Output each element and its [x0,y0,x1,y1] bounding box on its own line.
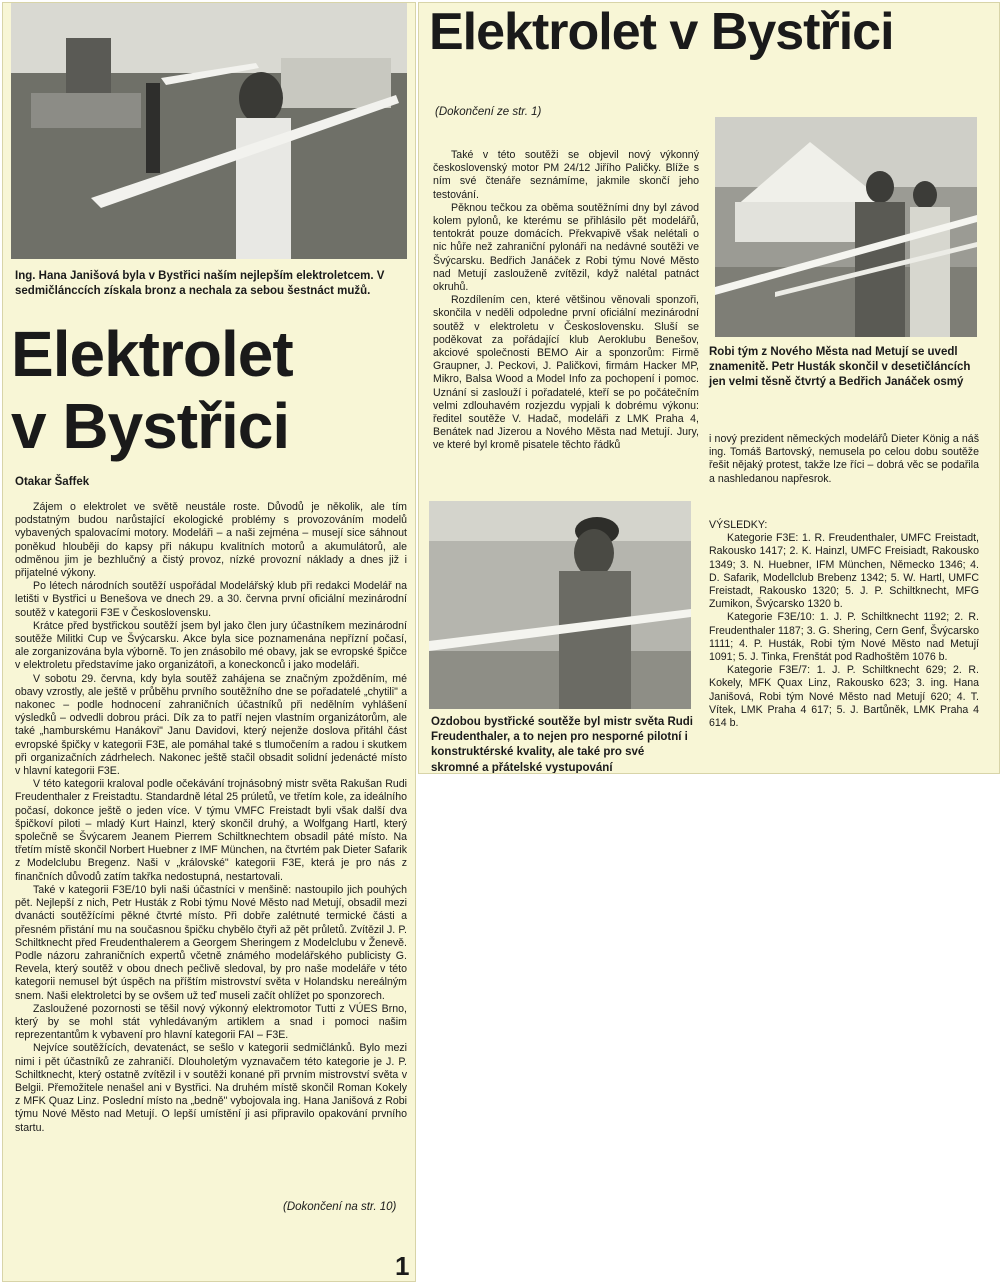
results-heading: VÝSLEDKY: [709,519,768,531]
paragraph: Po létech národních soutěží uspořádal Modelářský klub při redakci Modelář na letišti v Bystřici u Benešova ve dnech 29. a 30. června první oficiální mezinárodní soutěž v kategorii F3E v Československu. [15,580,407,619]
continuation-note-top: (Dokončení ze str. 1) [435,106,542,118]
byline: Otakar Šaffek [15,476,90,488]
result-category: Kategorie F3E: 1. R. Freudenthaler, UMFC Freistadt, Rakousko 1417; 2. K. Hainzl, UMFC Freisiadt, Rakousko 1349; 3. N. Huebner, IFM München, Německo 1346; 4. D. Safarik, Modellclub Brebenz 1342; 5. W. Hartl, UMFC Freistadt, Rakousko 1320; 5. J. P. Schiltknecht, MFG Zumikon, Švýcarsko 1320 b. [709,532,979,611]
paragraph: Nejvíce soutěžících, devatenáct, se sešlo v kategorii sedmičlánků. Bylo mezi nimi i pět účastníků ze zahraničí. Dlouholetým vyznavačem této kategorie je J. P. Schiltknecht, který ostatně zvítězil i v soutěži konané při prvním mistrovství světa v Belgii. Přemožitele nenašel ani v Bystřici. Na druhém místě skončil Roman Kokely z MFK Quaz Linz. Poslední místo na „bedně" vybojovala ing. Hana Janišová z Robi týmu Nové Město nad Metují. O lepší umístění ji asi připravilo opakování prvního startu. [15,1042,407,1134]
result-category: Kategorie F3E/7: 1. J. P. Schiltknecht 629; 2. R. Kokely, MFK Quax Linz, Rakousko 623; 3. ing. Hana Janišová, Robi tým Nové Město nad Metují 620; 4. T. Vítek, LMK Praha 4 617; 5. J. Bartůněk, LMK Praha 4 614 b. [709,664,979,730]
article-body-left [15,501,407,1135]
headline-line1: Elektrolet [11,318,293,390]
paragraph: i nový prezident německých modelářů Dieter König a náš ing. Tomáš Bartovský, nemusela po celou dobu soutěže řešit nějaký protest, takže lze říci – dobrá věc se podařila a nashledanou napřesrok. [709,433,979,485]
paragraph: Krátce před bystřickou soutěží jsem byl jako člen jury účastníkem mezinárodní soutěže Militki Cup ve Švýcarsku. Akce byla sice poznamenána nepřízní počasí, ale zorganizována byla výborně. To jen znásobilo mé obavy, jak se evropské špičce v elektroletu představíme jako organizátoři, a koneckonců i jako modeláři. [15,619,407,672]
paragraph: Pěknou tečkou za oběma soutěžními dny byl závod kolem pylonů, ke kterému se přihlásilo pět modelářů, tentokrát pouze domácích. Překvapivě však nelétali o nic hůře než zahraniční pylonáři na nedávné soutěži ve Švýcarsku. Bedřich Janáček z Robi týmu Nové Město nad Metují zaslouženě zvítězil, když nalétal patnáct okruhů. [433,201,699,294]
headline-line2: v Bystřici [11,390,290,462]
photo-hana-janisova [11,3,407,259]
photo-rudi-freudenthaler [429,501,691,709]
paragraph: Rozdílením cen, které většinou věnovali sponzoři, skončila v neděli odpoledne první oficiální mezinárodní soutěž v elektroletu v Československu. Sluší se poděkovat za pořádající klub Aeroklubu Benešov, akciové společnosti BEMO Air a sponzorům: Firmě Graupner, J. Peckovi, J. Paličkovi, firmám Hacker MP, Mikro, Balsa Wood a Model Info za pochopení i pomoc. Uznání si zaslouží i pořadatelé, kteří se po počátečním velmi zdlouhavém rozjezdu vypjali k dobrému výkonu: ředitel soutěže V. Hadač, modeláři z LMK Praha 4, Benátek nad Jizerou a Nového Města nad Metují. Jury, ve které byl kromě pisatele těchto řádků [433,294,699,452]
photo-caption: Ing. Hana Janišová byla v Bystřici naším nejlepším elektroletcem. V sedmičlánccích získala bronz a nechala za sebou šestnáct mužů. [15,270,385,298]
photo2-caption: Ozdobou bystřické soutěže byl mistr světa Rudi Freudenthaler, a to nejen pro nesporné pilotní i konstruktérské kvality, ale také pro své skromné a přátelské vystupování [431,716,694,774]
article-column-right-top [433,149,699,453]
photo-robi-team [715,117,977,337]
paragraph: Také v této soutěži se objevil nový výkonný československý motor PM 24/12 Jiřího Paličky. Blíže s ním své čtenáře seznámíme, jakmile skončí jeho testování. [433,149,699,201]
right-page [418,2,1000,774]
headline: Elektrolet v Bystřici [429,3,894,61]
paragraph: Také v kategorii F3E/10 byli naši účastníci v menšině: nastoupilo jich pouhých pět. Nejlepší z nich, Petr Husták z Robi týmu Nové Město nad Metují, obsadil mezi dvanácti soutěžícími pěkné čtvrté místo. Při dobře zalétnuté termické části a přesném přistání mu na současnou špičku chybělo čtyři až pět průletů. Zvítězil J. P. Schiltknecht před Freudenthalerem a Georgem Sheringem z Modelclubu v Ženevě. Podle názoru zahraničních expertů včetně známého modelářského publicisty G. Revela, který soutěž v obou dnech pečlivě sledoval, by pro naše modeláře v této kategorii nemusel být úspěch na příštím mistrovství světa v Holandsku nereálným snem. Naši elektroletci by se ovšem už teď museli začít ohlížet po sponzorech. [15,883,407,1002]
photo1-caption: Robi tým z Nového Města nad Metují se uvedl znamenitě. Petr Husták skončil v desetičláncích jen velmi těsně čtvrtý a Bedřich Janáček osmý [709,346,971,389]
page-number: 1 [395,1251,410,1281]
paragraph: V této kategorii kraloval podle očekávání trojnásobný mistr světa Rakušan Rudi Freudenthaler z Freistadtu. Standardně létal 25 prúletů, ve třetím kole, za ideálního počasí, dokonce ještě o jeden více. V týmu VMFC Freistadt byli však další dva špičkoví piloti – mladý Kurt Hainzl, který skončil druhý, a Wolfgang Hartl, který společně se Švýcarem Jeanem Pierrem Schiltknechtem obsadil páté místo. Na třetím místě skončil Norbert Huebner z IMF München, na čtvrtém pak Dieter Safarik z Modelclubu Bregenz. Naši v „královské" kategorii F3E, která je pro nás z finančních důvodů zatím takřka nedostupná, nestartovali. [15,778,407,883]
paragraph: Zasloužené pozornosti se těšil nový výkonný elektromotor Tutti z VÚES Brno, který by se mohl stát vyhledávaným artiklem a snad i pomoci našim reprezentantům k vybavení pro hlavní kategorii FAI – F3E. [15,1002,407,1042]
article-column-right-continuation [709,433,979,486]
result-category: Kategorie F3E/10: 1. J. P. Schiltknecht 1192; 2. R. Freudenthaler 1187; 3. G. Shering, Cern Genf, Švýcarsko 1111; 4. P. Husták, Robi tým Nové Město nad Metují 1091; 5. J. Tinka, Frenštát pod Radhoštěm 1076 b. [709,611,979,664]
paragraph: Zájem o elektrolet ve světě neustále roste. Důvodů je několik, ale tím podstatným budou narůstající ekologické problémy s provozováním modelů vybavených spalovacími motory. Modeláři – a naši zejména – musejí sice sáhnout poněkud hlouběji do kapsy při nákupu kvalitních motorů a akumulátorů, ale odměnou jim je bezhlučný a čistý provoz, nízké provozní náklady a dnes již i přijatelné výkony. [15,501,407,580]
continuation-note: (Dokončení na str. 10) [283,1201,397,1213]
paragraph: V sobotu 29. června, kdy byla soutěž zahájena se značným zpožděním, mé obavy vzrostly, ale ještě v průběhu prvního soutěžního dne se pořadatelé „chytili" a nakonec – podle hodnocení zahraničních účastníků při nedělním vyhlášení výsledků – odvedli dobrou práci. Dík za to patří nejen vlastním organizátorům, ale také „hamburskému Hanákovi" Janu Davidovi, který nejenže doslova přitáhl část evropské špičky v kategorii F3E, ale pomáhal také s tlumočením a radou i skutkem při organizačních zádrhelech. Nakonec ještě stačil obsadit solidní jedenácté místo v hlavní kategorii F3E. [15,672,407,778]
left-page [2,2,416,1282]
results-column [709,519,979,730]
